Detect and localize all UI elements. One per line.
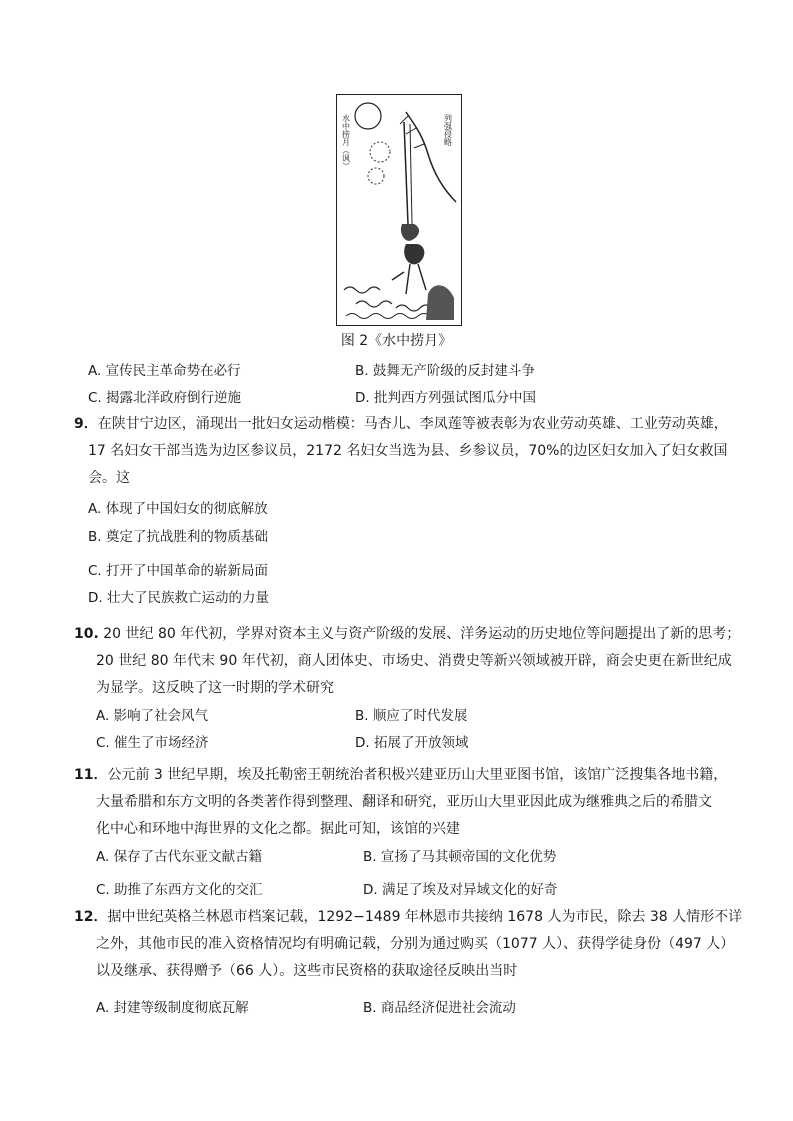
q9-option-c: C. 打开了中国革命的崭新局面 xyxy=(88,563,269,579)
q8-option-d: D. 批判西方列强试图瓜分中国 xyxy=(355,390,536,406)
figure-caption: 图 2《水中捞月》 xyxy=(340,333,453,349)
q11-option-d: D. 满足了埃及对异域文化的好奇 xyxy=(363,882,558,898)
q12-option-a: A. 封建等级制度彻底瓦解 xyxy=(96,1000,249,1016)
q10-stem-line3: 为显学。这反映了这一时期的学术研究 xyxy=(96,680,334,696)
q10-stem-line1 xyxy=(74,625,740,643)
q9-stem-line3: 会。这 xyxy=(88,470,130,486)
q12-option-b: B. 商品经济促进社会流动 xyxy=(363,1000,516,1016)
q9-option-b: B. 奠定了抗战胜利的物质基础 xyxy=(88,529,268,545)
q10-option-b: B. 顺应了时代发展 xyxy=(355,708,468,724)
q12-stem-line2: 之外，其他市民的准入资格情况均有明确记载，分别为通过购买（1077 人）、获得学徒身份（497 人） xyxy=(96,936,735,952)
q11-stem-line3: 化中心和环地中海世界的文化之都。据此可知，该馆的兴建 xyxy=(96,821,460,837)
q10-option-d: D. 拓展了开放领域 xyxy=(355,735,469,751)
q11-stem-line2: 大量希腊和东方文明的各类著作得到整理、翻译和研究，亚历山大里亚因此成为继雅典之后的希腊文 xyxy=(96,794,712,810)
q12-text-1: 据中世纪英格兰林恩市档案记载，1292−1489 年林恩市共接纳 1678 人为市民，除去 38 人情形不详 xyxy=(107,909,743,925)
q10-stem-line2: 20 世纪 80 年代末 90 年代初，商人团体史、市场史、消费史等新兴领域被开辟，商会史更在新世纪成 xyxy=(96,653,732,669)
cartoon-illustration xyxy=(336,94,462,326)
q12-stem-line3: 以及继承、获得赠予（66 人）。这些市民资格的获取途径反映出当时 xyxy=(96,963,518,979)
q11-option-c: C. 助推了东西方文化的交汇 xyxy=(96,882,263,898)
q10-option-c: C. 催生了市场经济 xyxy=(96,735,209,751)
cartoon-right-title: 列强侵略 xyxy=(443,114,453,146)
q10-number: 10. xyxy=(74,626,99,642)
q9-number: 9． xyxy=(74,416,98,432)
q11-option-a: A. 保存了古代东亚文献古籍 xyxy=(96,849,263,865)
q8-option-c: C. 揭露北洋政府倒行逆施 xyxy=(88,390,242,406)
q11-number: 11． xyxy=(74,767,108,783)
cartoon-drawing xyxy=(336,94,462,326)
q9-text-1: 在陕甘宁边区，涌现出一批妇女运动楷模：马杏儿、李凤莲等被表彰为农业劳动英雄、工业劳动英雄， xyxy=(97,416,728,432)
q11-option-b: B. 宣扬了马其顿帝国的文化优势 xyxy=(363,849,557,865)
q10-text-1: 20 世纪 80 年代初，学界对资本主义与资产阶级的发展、洋务运动的历史地位等问题提出了新的思考； xyxy=(98,626,741,642)
q9-stem-line2: 17 名妇女干部当选为边区参议员，2172 名妇女当选为县、乡参议员，70%的边区妇女加入了妇女救国 xyxy=(88,443,728,459)
q11-text-1: 公元前 3 世纪早期，埃及托勒密王朝统治者积极兴建亚历山大里亚图书馆，该馆广泛搜集各地书籍， xyxy=(107,767,728,783)
q9-option-d: D. 壮大了民族救亡运动的力量 xyxy=(88,590,269,606)
q12-stem-line1 xyxy=(74,908,742,926)
q12-number: 12． xyxy=(74,909,108,925)
q9-stem-line1 xyxy=(74,415,728,433)
q9-option-a: A. 体现了中国妇女的彻底解放 xyxy=(88,501,268,517)
q8-option-b: B. 鼓舞无产阶级的反封建斗争 xyxy=(355,363,535,379)
cartoon-left-title: 水中捞月（讽） xyxy=(341,114,351,170)
q8-option-a: A. 宣传民主革命势在必行 xyxy=(88,363,241,379)
q10-option-a: A. 影响了社会风气 xyxy=(96,708,209,724)
q11-stem-line1 xyxy=(74,766,727,784)
